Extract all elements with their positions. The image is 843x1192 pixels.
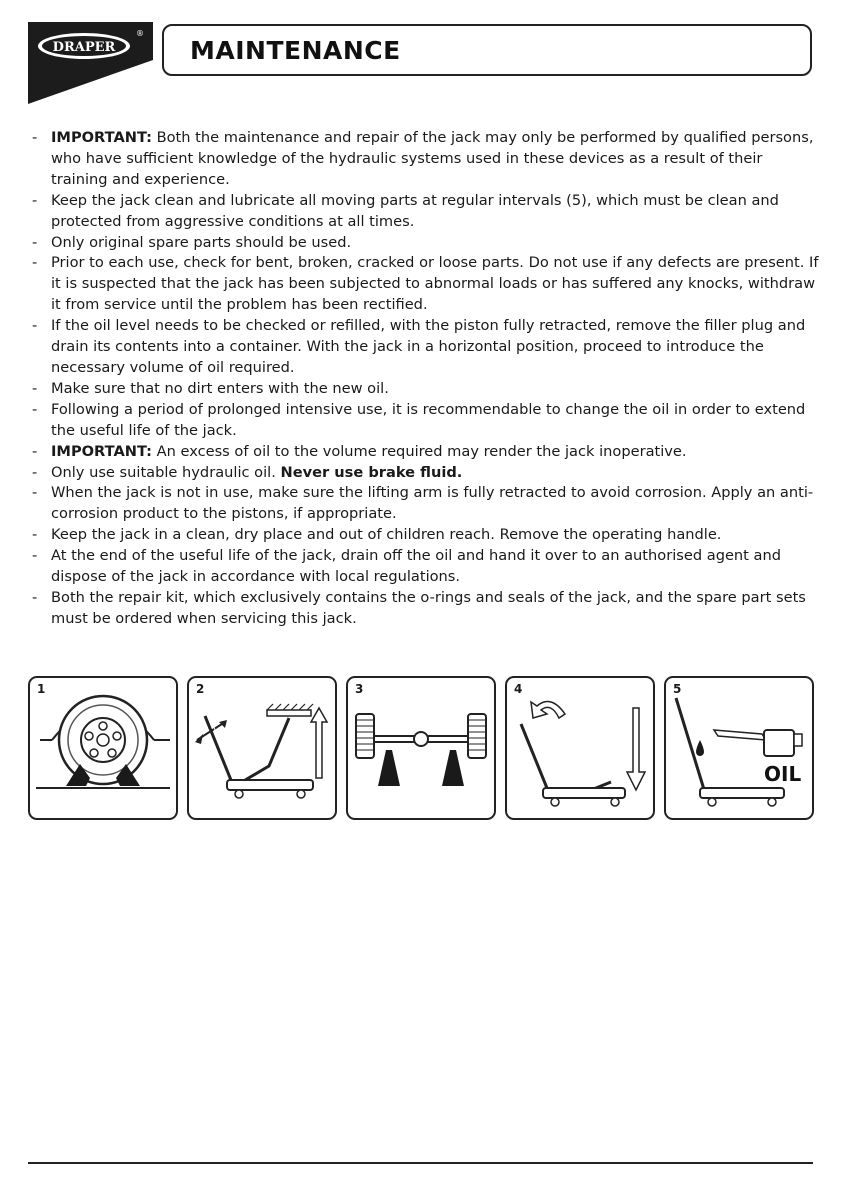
section-title-box xyxy=(162,24,812,76)
maintenance-instructions xyxy=(32,128,820,630)
item-text: Both the repair kit, which exclusively contains the o-rings and seals of the jack, and the spare part sets must be ordered when servicing this jack. xyxy=(51,588,806,627)
list-item xyxy=(32,316,820,379)
item-text: Prior to each use, check for bent, broken, cracked or loose parts. Do not use if any defects are present. If it is suspected that the jack has been subjected to abnormal loads or has suffered any knocks, withdraw it from service until the problem has been rectified. xyxy=(51,254,819,314)
page-title: MAINTENANCE xyxy=(190,35,401,65)
oil-can-icon xyxy=(666,678,812,818)
wheel-chock-icon xyxy=(30,678,176,818)
list-item xyxy=(32,463,820,484)
list-item xyxy=(32,379,820,400)
bold-lead: IMPORTANT: xyxy=(51,442,152,460)
dash: - xyxy=(32,317,38,335)
figure-5 xyxy=(664,676,814,820)
footer-rule xyxy=(28,1162,813,1164)
item-text: If the oil level needs to be checked or refilled, with the piston fully retracted, remove the filler plug and drain its contents into a container. With the jack in a horizontal position, proceed to introduce the necessary volume of oil required. xyxy=(51,317,806,376)
item-text: Keep the jack clean and lubricate all moving parts at regular intervals (5), which must be clean and protected from aggressive conditions at all times. xyxy=(51,191,779,230)
list-item xyxy=(32,128,820,191)
item-text: Keep the jack in a clean, dry place and out of children reach. Remove the operating handle. xyxy=(51,526,722,544)
draper-logo xyxy=(28,22,153,104)
logo-text: DRAPER xyxy=(52,40,116,55)
dash: - xyxy=(32,463,38,481)
registered-mark: ® xyxy=(136,29,144,38)
bold-lead: IMPORTANT: xyxy=(51,129,152,146)
list-item xyxy=(32,525,820,546)
bold-tail: Never use brake fluid. xyxy=(280,463,463,481)
axle-stands-icon xyxy=(348,678,494,818)
dash: - xyxy=(32,588,38,606)
dash: - xyxy=(32,191,38,209)
figure-4 xyxy=(505,676,655,820)
figure-2 xyxy=(187,676,337,820)
jack-lowering-icon xyxy=(507,678,653,818)
dash: - xyxy=(32,526,38,544)
figure-number: 2 xyxy=(196,682,205,696)
list-item xyxy=(32,483,820,525)
dash: - xyxy=(32,547,38,565)
figure-number: 3 xyxy=(355,682,364,696)
item-text: Following a period of prolonged intensive use, it is recommendable to change the oil in order to extend the useful life of the jack. xyxy=(51,400,806,439)
dash: - xyxy=(32,233,38,251)
list-item xyxy=(32,400,820,442)
item-text: Both the maintenance and repair of the jack may only be performed by qualified persons, who have sufficient knowledge of the hydraulic systems used in these devices as a result of their training and experience. xyxy=(51,129,814,188)
list-item xyxy=(32,442,820,463)
dash: - xyxy=(32,129,38,146)
figure-number: 4 xyxy=(514,682,523,696)
dash: - xyxy=(32,400,38,418)
dash: - xyxy=(32,484,38,502)
dash: - xyxy=(32,254,38,272)
list-item xyxy=(32,233,820,254)
figure-1 xyxy=(28,676,178,820)
figure-strip xyxy=(28,676,816,820)
dash: - xyxy=(32,379,38,397)
dash: - xyxy=(32,442,38,460)
item-text: Only original spare parts should be used. xyxy=(51,233,352,251)
figure-number: 5 xyxy=(673,682,682,696)
oil-label: OIL xyxy=(764,762,802,786)
list-item xyxy=(32,253,820,316)
list-item xyxy=(32,588,820,630)
list-item xyxy=(32,191,820,233)
item-text: At the end of the useful life of the jack, drain off the oil and hand it over to an authorised agent and dispose of the jack in accordance with local regulations. xyxy=(51,547,782,586)
figure-3 xyxy=(346,676,496,820)
item-text: Only use suitable hydraulic oil. xyxy=(51,463,281,481)
instruction-list xyxy=(32,128,820,630)
list-item xyxy=(32,546,820,588)
jack-lifting-icon xyxy=(189,678,335,818)
figure-number: 1 xyxy=(37,682,46,696)
item-text: Make sure that no dirt enters with the new oil. xyxy=(51,379,389,397)
item-text: An excess of oil to the volume required may render the jack inoperative. xyxy=(151,442,687,460)
item-text: When the jack is not in use, make sure the lifting arm is fully retracted to avoid corrosion. Apply an anti-corrosion product to the pistons, if appropriate. xyxy=(51,484,814,523)
